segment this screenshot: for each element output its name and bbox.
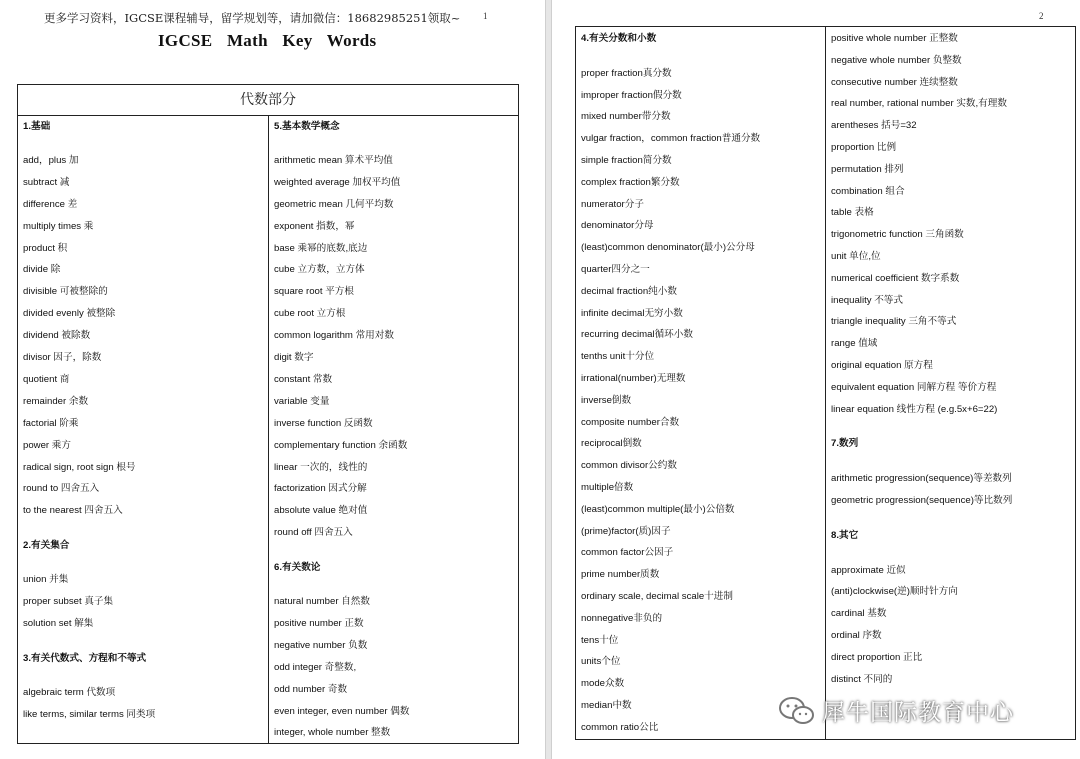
term-entry: vulgar fraction，common fraction普通分数 — [581, 133, 761, 145]
term-entry: subtract 减 — [23, 176, 70, 188]
term-entry: complex fraction繁分数 — [581, 176, 680, 188]
term-entry: power 乘方 — [23, 439, 71, 451]
term-entry: algebraic term 代数项 — [23, 686, 116, 698]
section-heading: 1.基础 — [23, 121, 51, 132]
term-entry: simple fraction简分数 — [581, 155, 672, 166]
term-entry: numerator分子 — [581, 198, 644, 210]
term-entry: factorization 因式分解 — [274, 483, 367, 495]
term-entry: absolute value 绝对值 — [274, 505, 368, 517]
term-entry: odd number 奇数 — [274, 683, 348, 695]
term-entry: proper subset 真子集 — [23, 596, 114, 607]
term-entry: radical sign, root sign 根号 — [23, 461, 136, 473]
term-entry: linear equation 线性方程 (e.g.5x+6=22) — [831, 403, 998, 415]
term-entry: product 积 — [23, 242, 68, 254]
term-entry: proper fraction真分数 — [581, 67, 672, 79]
term-entry: trigonometric function 三角函数 — [831, 229, 964, 241]
term-entry: units个位 — [581, 656, 621, 668]
term-entry: positive number 正数 — [274, 617, 364, 629]
section-heading: 4.有关分数和小数 — [581, 33, 657, 44]
term-entry: divisor 因子，除数 — [23, 352, 102, 363]
term-entry: common factor公因子 — [581, 547, 674, 559]
term-entry: equivalent equation 同解方程 等价方程 — [831, 381, 997, 393]
term-entry: add，plus 加 — [23, 154, 79, 166]
term-entry: union 并集 — [23, 574, 69, 586]
term-entry: arithmetic progression(sequence)等差数列 — [831, 473, 1012, 485]
term-entry: divided evenly 被整除 — [23, 308, 116, 320]
term-entry: irrational(number)无理数 — [581, 373, 686, 384]
term-entry: decimal fraction纯小数 — [581, 285, 677, 297]
section-heading: 2.有关集合 — [23, 540, 70, 552]
term-entry: factorial 阶乘 — [23, 417, 79, 429]
term-entry: multiple倍数 — [581, 482, 634, 493]
term-entry: real number, rational number 实数,有理数 — [831, 98, 1007, 110]
term-entry: reciprocal倒数 — [581, 438, 642, 450]
term-entry: prime number质数 — [581, 569, 660, 581]
term-entry: tenths unit十分位 — [581, 351, 655, 363]
term-entry: common ratio公比 — [581, 721, 659, 733]
term-entry: consecutive number 连续整数 — [831, 76, 958, 88]
left-column — [576, 27, 826, 739]
term-entry: recurring decimal循环小数 — [581, 329, 693, 341]
term-entry: unit 单位,位 — [831, 251, 881, 262]
term-entry: nonnegative非负的 — [581, 612, 663, 624]
term-entry: infinite decimal无穷小数 — [581, 307, 683, 319]
section-heading: 7.数列 — [831, 438, 859, 450]
term-entry: combination 组合 — [831, 185, 905, 197]
term-entry: weighted average 加权平均值 — [274, 176, 401, 188]
term-entry: (least)common multiple(最小)公倍数 — [581, 503, 735, 515]
term-entry: common divisor公约数 — [581, 460, 677, 472]
right-column — [826, 27, 1075, 739]
term-entry: multiply times 乘 — [23, 220, 94, 232]
term-entry: round to 四舍五入 — [23, 483, 100, 495]
term-entry: positive whole number 正整数 — [831, 33, 958, 44]
page-separator — [545, 0, 552, 759]
term-entry: base 乘幂的底数,底边 — [274, 242, 368, 254]
left-column — [18, 115, 269, 743]
term-entry: mixed number带分数 — [581, 111, 671, 123]
section-heading: 5.基本数学概念 — [274, 121, 340, 132]
page-number: 1 — [483, 11, 488, 21]
term-entry: inverse function 反函数 — [274, 417, 373, 429]
term-entry: improper fraction假分数 — [581, 89, 682, 101]
term-entry: quotient 商 — [23, 373, 70, 385]
term-entry: approximate 近似 — [831, 564, 906, 576]
term-entry: arithmetic mean 算术平均值 — [274, 154, 393, 166]
page-number: 2 — [1039, 11, 1044, 21]
term-entry: tens十位 — [581, 634, 619, 646]
wechat-logo-icon — [778, 696, 816, 726]
vocabulary-table — [575, 26, 1076, 740]
term-entry: permutation 排列 — [831, 163, 904, 175]
term-entry: mode众数 — [581, 678, 625, 690]
term-entry: divide 除 — [23, 264, 61, 276]
term-entry: solution set 解集 — [23, 617, 94, 629]
term-entry: round off 四舍五入 — [274, 527, 353, 539]
term-entry: negative number 负数 — [274, 639, 368, 651]
vocabulary-table — [17, 84, 519, 744]
term-entry: (least)common denominator(最小)公分母 — [581, 242, 755, 254]
table-heading: 代数部分 — [18, 85, 518, 116]
section-heading: 8.其它 — [831, 529, 859, 541]
term-entry: ordinal 序数 — [831, 630, 882, 641]
term-entry: like terms, similar terms 同类项 — [23, 708, 156, 720]
term-entry: natural number 自然数 — [274, 596, 370, 607]
term-entry: to the nearest 四舍五入 — [23, 505, 123, 517]
term-entry: median中数 — [581, 700, 632, 711]
term-entry: divisible 可被整除的 — [23, 286, 108, 298]
term-entry: cardinal 基数 — [831, 608, 887, 620]
term-entry: negative whole number 负整数 — [831, 54, 962, 66]
term-entry: proportion 比例 — [831, 142, 897, 153]
term-entry: odd integer 奇整数, — [274, 661, 357, 673]
term-entry: range 值域 — [831, 338, 878, 350]
term-entry: linear 一次的，线性的 — [274, 461, 368, 473]
term-entry: even integer, even number 偶数 — [274, 705, 410, 717]
term-entry: distinct 不同的 — [831, 673, 893, 685]
term-entry: denominator分母 — [581, 220, 654, 232]
term-entry: square root 平方根 — [274, 286, 354, 298]
term-entry: geometric progression(sequence)等比数列 — [831, 495, 1013, 506]
term-entry: cube root 立方根 — [274, 308, 346, 320]
term-entry: direct proportion 正比 — [831, 651, 923, 663]
section-heading: 6.有关数论 — [274, 562, 321, 574]
term-entry: inverse倒数 — [581, 394, 632, 406]
header-note: 更多学习资料，IGCSE课程辅导，留学规划等，请加微信：18682985251领取~ — [44, 11, 461, 25]
document-title: IGCSE Math Key Words — [158, 31, 377, 50]
term-entry: complementary function 余函数 — [274, 439, 408, 451]
watermark — [778, 694, 1014, 727]
term-entry: difference 差 — [23, 198, 78, 210]
term-entry: arentheses 括号=32 — [831, 120, 917, 132]
term-entry: geometric mean 几何平均数 — [274, 198, 394, 210]
term-entry: table 表格 — [831, 207, 874, 219]
term-entry: variable 变量 — [274, 395, 330, 407]
term-entry: dividend 被除数 — [23, 330, 91, 342]
term-entry: numerical coefficient 数字系数 — [831, 272, 960, 284]
term-entry: composite number合数 — [581, 416, 680, 428]
term-entry: integer, whole number 整数 — [274, 727, 391, 739]
term-entry: (prime)factor(质)因子 — [581, 525, 671, 537]
term-entry: exponent 指数，幂 — [274, 220, 355, 232]
term-entry: digit 数字 — [274, 352, 314, 363]
section-heading: 3.有关代数式、方程和不等式 — [23, 652, 147, 664]
term-entry: (anti)clockwise(逆)顺时针方向 — [831, 586, 958, 598]
term-entry: inequality 不等式 — [831, 294, 903, 306]
term-entry: common logarithm 常用对数 — [274, 330, 394, 342]
right-column — [269, 115, 518, 743]
term-entry: original equation 原方程 — [831, 360, 933, 371]
term-entry: triangle inequality 三角不等式 — [831, 316, 957, 328]
term-entry: ordinary scale, decimal scale十进制 — [581, 591, 733, 602]
term-entry: remainder 余数 — [23, 395, 89, 407]
watermark-text: 犀牛国际教育中心 — [822, 700, 1014, 726]
term-entry: constant 常数 — [274, 373, 333, 385]
term-entry: quarter四分之一 — [581, 264, 650, 275]
term-entry: cube 立方数，立方体 — [274, 264, 365, 276]
